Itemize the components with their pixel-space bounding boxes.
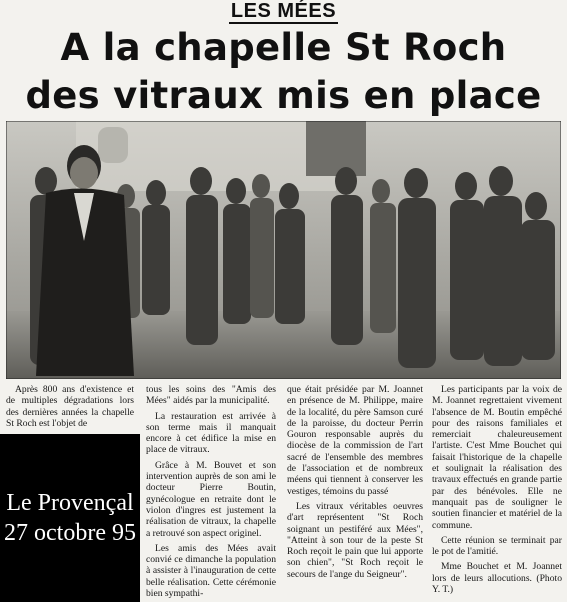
paragraph: La restauration est arrivée à son terme mais il manquait encore à cet édifice la mise en place de vitraux. bbox=[146, 410, 276, 456]
article-column-1 bbox=[6, 384, 134, 429]
photo-caption: Mme Bouchet et M. Joannet lors de leurs allocutions. (Photo Y. T.) bbox=[432, 561, 562, 596]
stamp-date: 27 octobre 95 bbox=[4, 520, 136, 546]
paragraph: tous les soins des "Amis des Mées" aidés par la municipalité. bbox=[146, 384, 276, 407]
article-column-2 bbox=[146, 384, 276, 599]
paragraph: Les amis des Mées avait convié ce dimanche la population à assister à l'inauguration de cette belle réalisation. Cette cérémonie bien sympathi- bbox=[146, 542, 276, 600]
paragraph: Les participants par la voix de M. Joannet regrettaient vivement l'absence de M. Boutin empêché pour des raisons familiales et remerciait chaleureusement l'artiste. C'est Mme Bouchet qui faisait l'historique de la chapelle et soulignait la réalisation des travaux effectués en grande partie par des bénévoles. Elle ne manquait pas de souligner le soutien financier et matériel de la commune. bbox=[432, 384, 562, 531]
paragraph: Cette réunion se terminait par le pot de l'amitié. bbox=[432, 534, 562, 558]
section-label: LES MÉES bbox=[230, 0, 337, 22]
paragraph: Grâce à M. Bouvet et son intervention auprès de son ami le docteur Pierre Boutin, gynécologue en retraite dont le violon d'ingres est justement la réalisation de vitraux, la chapelle a retrouvé son aspect originel. bbox=[146, 459, 276, 539]
paragraph: que était présidée par M. Joannet en présence de M. Philippe, maire de la localité, du père Samson curé de la paroisse, du docteur Perrin Gouron responsable auprès du diocèse de la commission de l'art sacré de l'ensemble des membres de l'association et de nombreux méens qui tiennent à conserver les vestiges, témoins du passé bbox=[287, 384, 423, 497]
ceremony-photo-illustration bbox=[6, 121, 561, 379]
headline-line-2: des vitraux mis en place bbox=[25, 74, 542, 117]
article-column-3 bbox=[287, 384, 423, 580]
article-photo bbox=[6, 121, 561, 379]
article-column-4 bbox=[432, 384, 562, 595]
stamp-newspaper-name: Le Provençal bbox=[6, 490, 134, 516]
publication-stamp bbox=[0, 434, 140, 602]
headline-line-1: A la chapelle St Roch bbox=[60, 26, 507, 69]
paragraph: Après 800 ans d'existence et de multiples dégradations lors des dernières années la chapelle St Roch est l'objet de bbox=[6, 384, 134, 429]
paragraph: Les vitraux véritables oeuvres d'art représentent "St Roch soignant un pestiféré aux Mées", "Atteint à son tour de la peste St Roch reçoit le pain que lui apporte son chien", "St Roch reçoit le secours de l'ange du Seigneur". bbox=[287, 500, 423, 580]
